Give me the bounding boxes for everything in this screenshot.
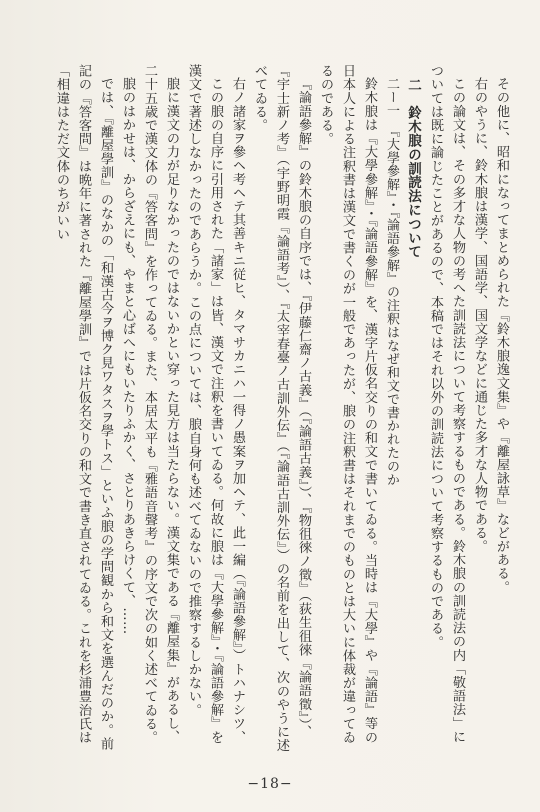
paragraph: 右のやうに、鈴木朖は漢学、国語学、国文学などに通じた多才な人物である。: [472, 77, 487, 554]
paragraph: 鈴木朖は『大學參解』・『論語參解』を、漢字片仮名交りの和文で書いてゐる。当時は『大學』や『論語』等の日本人による注釈書は漢文で書くのが一般であったが、朖の注釈書はそれまでのものとは大いに体裁が違ってゐるのである。: [318, 64, 377, 744]
section-heading: 二 鈴木朖の訓読法について: [405, 77, 421, 259]
paragraph: 朖に漢文の力が足りなかったのではないかとい穿った見方は当たらない。漢文集である『離屋集』があるし、二十五歳で漢文体の『答客問』を作ってゐる。また、本居太平も『雅語音聲考』の序文で次の如く述べてゐる。: [142, 64, 179, 744]
paragraph: では、『離屋學訓』のなかの「和漢古今ヲ博ク見ワタスヲ學トス」といふ朖の学問観から和文を選んだのか。前記の『答客問』は晩年に著された『離屋學訓』では片仮名交りの和文で書き直されてゐる。これを杉浦豊治氏は「相違はただ文体のちがいい: [54, 64, 113, 751]
paragraph: 『論語參解』の鈴木朖の自序では、『伊藤仁齋ノ古義』（『論語古義』）、『物徂徠ノ徵』（荻生徂徠『論語徵』）、『宇士新ノ考』（宇野明霞『論語考』）、『太宰春臺ノ古訓外伝』（『論語古訓外伝』）の名前を出して、次のやうに述べてゐる。: [252, 64, 311, 753]
paragraph: この論文は、その多才な人物の考へた訓読法について考察するものである。鈴木朖の訓読法の内「敬語法」については既に論じたことがあるので、本稿ではそれ以外の訓読法について考察するものである。: [428, 64, 465, 744]
paragraph: この朖の自序に引用された「諸家」は皆、漢文で注釈を書いてゐる。何故に朖は『大學參解』・『論語參解』を漢文で著述しなかったのであらうか。この点については、朖自身何も述べてゐないので推察するしかない。: [186, 64, 223, 744]
vertical-text-body: [22, 64, 512, 754]
page-number: −18−: [247, 776, 293, 792]
paragraph: その他に、昭和になってまとめられた『鈴木朖逸文集』や『離屋詠草』などがある。: [494, 77, 509, 594]
quotation: 右ノ諸家ヲ參ヘ考ヘテ其善キニ従ヒ、タマサカニハ一得ノ愚案ヲ加ヘテ、此一編（『論語參解』）トハナシツ、: [230, 77, 245, 744]
quotation: 朖のはかせは、からざえにも、やまと心ばへにもいたりふかく、さとりあきらけくて、……: [120, 77, 135, 635]
subsection-heading: 二ー一 『大學參解』・『論語參解』の注釈はなぜ和文で書かれたのか: [384, 77, 399, 487]
